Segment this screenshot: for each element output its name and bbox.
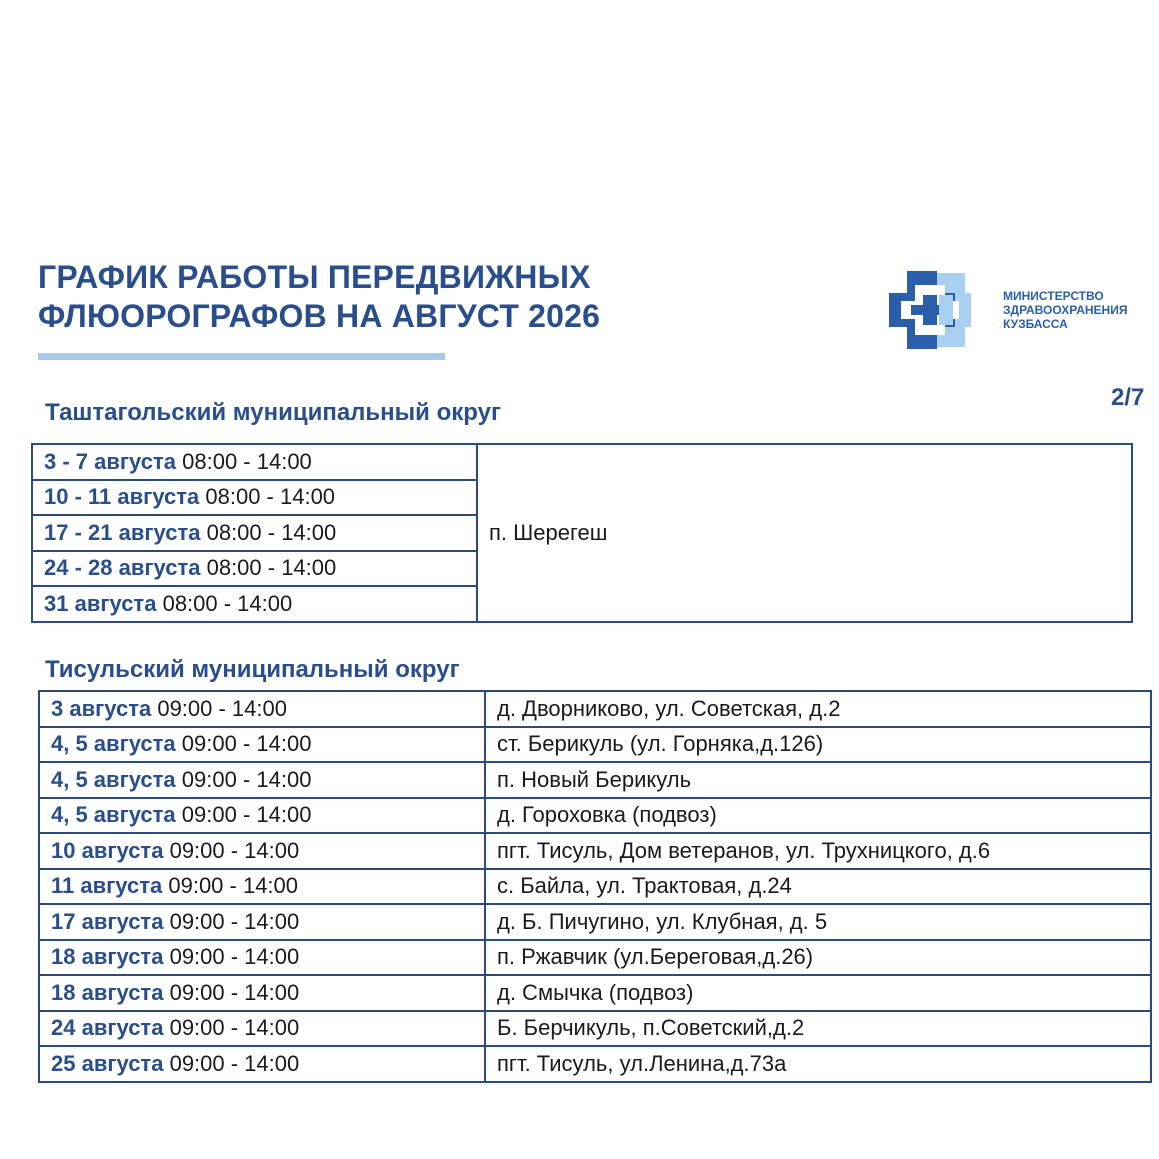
schedule-place: д. Дворниково, ул. Советская, д.2: [497, 695, 841, 721]
table-row: [39, 691, 1151, 727]
schedule-date: 17 - 21 августа: [44, 519, 201, 545]
schedule-time: 09:00 - 14:00: [181, 802, 312, 828]
table-row: [39, 727, 1151, 763]
schedule-date-cell: [32, 444, 477, 480]
page-title-line-2: ФЛЮОРОГРАФОВ НА АВГУСТ 2026: [38, 298, 601, 334]
schedule-place-cell: [485, 833, 1151, 869]
schedule-date: 4, 5 августа: [51, 731, 176, 757]
schedule-time: 08:00 - 14:00: [162, 590, 293, 616]
ministry-logo-text: [1003, 289, 1127, 331]
table-row: [39, 869, 1151, 905]
schedule-place: п. Ржавчик (ул.Береговая,д.26): [497, 944, 814, 970]
schedule-date: 4, 5 августа: [51, 766, 176, 792]
schedule-time: 09:00 - 14:00: [181, 766, 312, 792]
schedule-table-tashtagol: [31, 443, 1133, 623]
schedule-date: 25 августа: [51, 1050, 164, 1076]
logo-text-line-3: КУЗБАССА: [1003, 317, 1068, 331]
schedule-date: 31 августа: [44, 590, 157, 616]
schedule-date-cell: [39, 762, 485, 798]
schedule-date-cell: [39, 833, 485, 869]
logo-text-line-2: ЗДРАВООХРАНЕНИЯ: [1003, 303, 1128, 317]
schedule-place-cell: [485, 727, 1151, 763]
logo-text-line-1: МИНИСТЕРСТВО: [1003, 289, 1104, 303]
schedule-place-cell: [485, 869, 1151, 905]
table-row: [39, 762, 1151, 798]
table-row: [39, 1011, 1151, 1047]
schedule-place: д. Смычка (подвоз): [497, 979, 694, 1005]
schedule-place-cell: [485, 940, 1151, 976]
schedule-place-cell: [485, 904, 1151, 940]
schedule-time: 09:00 - 14:00: [169, 837, 300, 863]
schedule-table-tisul: [38, 690, 1152, 1083]
title-underline: [38, 353, 445, 360]
schedule-place: Б. Берчикуль, п.Советский,д.2: [497, 1015, 805, 1041]
section-title-tisul: Тисульский муниципальный округ: [45, 656, 460, 683]
schedule-date: 18 августа: [51, 944, 164, 970]
schedule-place: д. Гороховка (подвоз): [497, 802, 717, 828]
table-row: [39, 798, 1151, 834]
schedule-time: 09:00 - 14:00: [181, 731, 312, 757]
schedule-time: 09:00 - 14:00: [169, 908, 300, 934]
schedule-date-cell: [32, 515, 477, 551]
schedule-date-cell: [39, 1046, 485, 1082]
schedule-date-cell: [39, 975, 485, 1011]
schedule-date: 10 - 11 августа: [44, 484, 200, 510]
table-row: [39, 975, 1151, 1011]
schedule-date: 3 августа: [51, 695, 152, 721]
page-number: 2/7: [1111, 384, 1145, 411]
schedule-date: 24 - 28 августа: [44, 555, 201, 581]
schedule-place-cell: [477, 444, 1132, 622]
schedule-time: 08:00 - 14:00: [206, 519, 337, 545]
table-row: [39, 904, 1151, 940]
schedule-date: 18 августа: [51, 979, 164, 1005]
schedule-date: 4, 5 августа: [51, 802, 176, 828]
schedule-date: 24 августа: [51, 1015, 164, 1041]
schedule-date: 3 - 7 августа: [44, 448, 176, 474]
table-row: [39, 940, 1151, 976]
schedule-date-cell: [39, 904, 485, 940]
schedule-place: д. Б. Пичугино, ул. Клубная, д. 5: [497, 908, 828, 934]
schedule-date-cell: [39, 1011, 485, 1047]
schedule-date-cell: [32, 480, 477, 516]
table-row: [32, 444, 1132, 480]
table-row: [39, 1046, 1151, 1082]
schedule-place-cell: [485, 798, 1151, 834]
section-title-tashtagol: Таштагольский муниципальный округ: [45, 399, 501, 426]
schedule-date: 11 августа: [51, 873, 163, 899]
schedule-place: ст. Берикуль (ул. Горняка,д.126): [497, 731, 824, 757]
schedule-time: 08:00 - 14:00: [205, 484, 336, 510]
schedule-time: 09:00 - 14:00: [169, 944, 300, 970]
schedule-date-cell: [39, 727, 485, 763]
schedule-place-cell: [485, 762, 1151, 798]
schedule-time: 08:00 - 14:00: [206, 555, 337, 581]
schedule-date-cell: [39, 869, 485, 905]
schedule-time: 09:00 - 14:00: [168, 873, 299, 899]
schedule-time: 09:00 - 14:00: [169, 1050, 300, 1076]
schedule-date-cell: [32, 551, 477, 587]
schedule-time: 09:00 - 14:00: [169, 1015, 300, 1041]
schedule-time: 09:00 - 14:00: [169, 979, 300, 1005]
schedule-date-cell: [32, 586, 477, 622]
schedule-place-cell: [485, 1011, 1151, 1047]
schedule-place: с. Байла, ул. Трактовая, д.24: [497, 873, 792, 899]
schedule-place-cell: [485, 975, 1151, 1011]
schedule-date: 17 августа: [51, 908, 164, 934]
schedule-time: 08:00 - 14:00: [182, 448, 312, 474]
schedule-place: п. Новый Берикуль: [497, 766, 692, 792]
schedule-time: 09:00 - 14:00: [157, 695, 287, 721]
ministry-logo-icon: [889, 271, 971, 349]
schedule-place: пгт. Тисуль, ул.Ленина,д.73а: [497, 1050, 787, 1076]
page-title-line-1: ГРАФИК РАБОТЫ ПЕРЕДВИЖНЫХ: [38, 259, 591, 295]
schedule-date-cell: [39, 798, 485, 834]
schedule-date-cell: [39, 691, 485, 727]
schedule-date: 10 августа: [51, 837, 164, 863]
schedule-date-cell: [39, 940, 485, 976]
page-title: [38, 258, 600, 336]
table-row: [39, 833, 1151, 869]
schedule-place-cell: [485, 691, 1151, 727]
schedule-place-cell: [485, 1046, 1151, 1082]
schedule-place: пгт. Тисуль, Дом ветеранов, ул. Трухницкого, д.6: [497, 837, 991, 863]
schedule-place: п. Шерегеш: [489, 519, 608, 545]
